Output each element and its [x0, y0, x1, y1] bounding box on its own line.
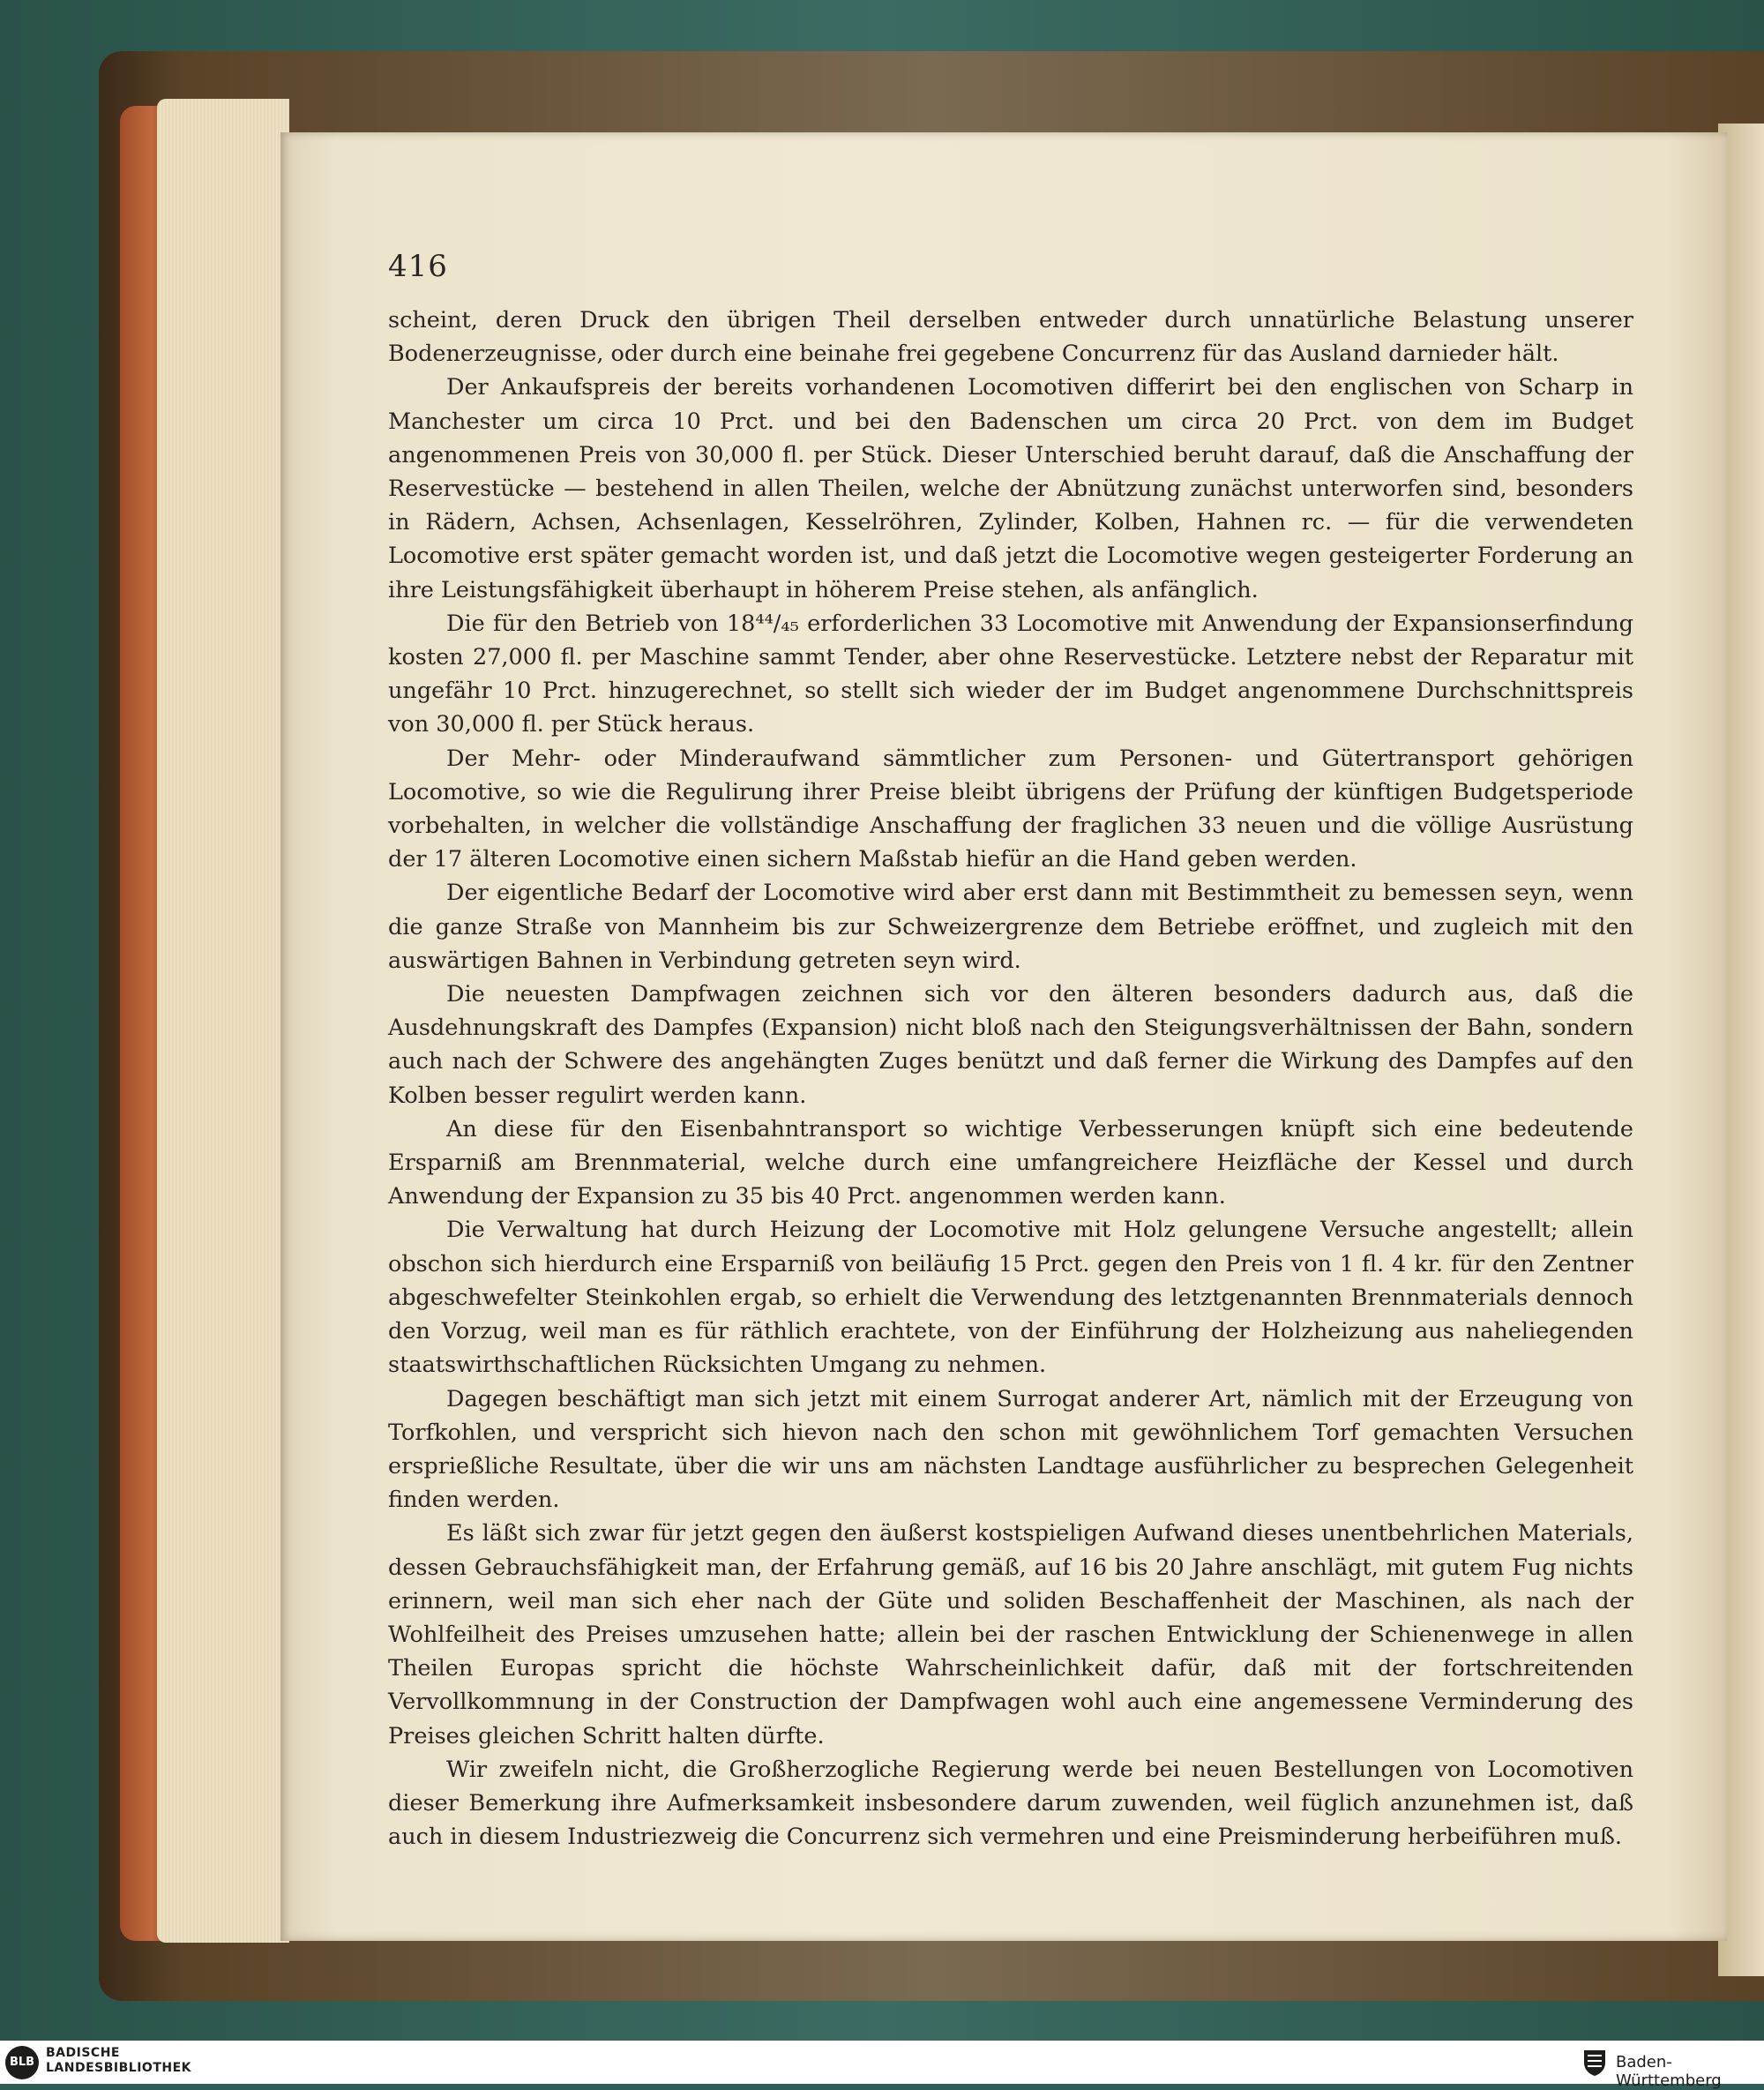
paragraph-4: Der Mehr- oder Minderaufwand sämmtlicher zum Personen- und Gütertransport gehörigen Locomotive, so wie die Regulirung ihrer Preise bleibt übrigens der Prüfung der künftigen Budgetsperiode vorbehalten, in welcher die vollständige Anschaffung der fraglichen 33 neuen und die völlige Ausrüstung der 17 älteren Locomotive einen sichern Maßstab hiefür an die Hand geben werden.	[388, 745, 1633, 873]
paragraph-6: Die neuesten Dampfwagen zeichnen sich vor den älteren besonders dadurch aus, daß die Ausdehnungskraft des Dampfes (Expansion) nicht bloß nach den Steigungsverhältnissen der Bahn, sondern auch nach der Schwere des angehängten Zuges benützt und daß ferner die Wirkung des Dampfes auf den Kolben besser regulirt werden kann.	[388, 981, 1633, 1109]
paragraph-1: scheint, deren Druck den übrigen Theil derselben entweder durch unnatürliche Belastung unserer Bodenerzeugnisse, oder durch eine beinahe frei gegebene Concurrenz für das Ausland darnieder hält.	[388, 307, 1633, 368]
state-coat-of-arms-icon	[1582, 2049, 1607, 2077]
library-name-line2: LANDESBIBLIOTHEK	[46, 2061, 192, 2075]
paragraph-11: Wir zweifeln nicht, die Großherzogliche Regierung werde bei neuen Bestellungen von Locomotiven dieser Bemerkung ihre Aufmerksamkeit insbesondere darum zuwenden, weil füglich anzunehmen ist, daß auch in diesem Industriezweig die Concurrenz sich vermehren und eine Preisminderung herbeiführen muß.	[388, 1756, 1633, 1851]
state-name: Baden-Württemberg	[1616, 2053, 1722, 2090]
paragraph-7: An diese für den Eisenbahntransport so wichtige Verbesserungen knüpft sich eine bedeutende Ersparniß am Brennmaterial, welche durch eine umfangreichere Heizfläche der Kessel und durch Anwendung der Expansion zu 35 bis 40 Prct. angenommen werden kann.	[388, 1115, 1633, 1210]
library-logo-icon[interactable]: BLB	[5, 2046, 39, 2079]
paragraph-9: Dagegen beschäftigt man sich jetzt mit einem Surrogat anderer Art, nämlich mit der Erzeugung von Torfkohlen, und verspricht sich hievon nach den schon mit gewöhnlichem Torf gemachten Versuchen ersprießliche Resultate, über die wir uns am nächsten Landtage ausführlicher zu besprechen Gelegenheit finden werden.	[388, 1385, 1633, 1514]
paragraph-3: Die für den Betrieb von 18⁴⁴/₄₅ erforderlichen 33 Locomotive mit Anwendung der Expansionserfindung kosten 27,000 fl. per Maschine sammt Tender, aber ohne Reservestücke. Letztere nebst der Reparatur mit ungefähr 10 Prct. hinzugerechnet, so stellt sich wieder der im Budget angenommene Durchschnittspreis von 30,000 fl. per Stück heraus.	[388, 610, 1633, 738]
paragraph-8: Die Verwaltung hat durch Heizung der Locomotive mit Holz gelungene Versuche angestellt; allein obschon sich hierdurch eine Ersparniß von beiläufig 15 Prct. gegen den Preis von 1 fl. 4 kr. für den Zentner abgeschwefelter Steinkohlen ergab, so erhielt die Verwendung des letztgenannten Brennmaterials dennoch den Vorzug, weil man es für räthlich erachtete, von der Einführung der Holzheizung aus naheliegenden staatswirthschaftlichen Rücksichten Umgang zu nehmen.	[388, 1217, 1633, 1379]
paragraph-10: Es läßt sich zwar für jetzt gegen den äußerst kostspieligen Aufwand dieses unentbehrlichen Materials, dessen Gebrauchsfähigkeit man, der Erfahrung gemäß, auf 16 bis 20 Jahre anschlägt, mit gutem Fug nichts erinnern, weil man sich eher nach der Güte und soliden Beschaffenheit der Maschinen, als nach der Wohlfeilheit des Preises umzusehen hatte; allein bei der raschen Entwicklung der Schienenwege in allen Theilen Europas spricht die höchste Wahrscheinlichkeit dafür, daß mit der fortschreitenden Vervollkommnung in der Construction der Dampfwagen wohl auch eine angemessene Verminderung des Preises gleichen Schritt halten dürfte.	[388, 1520, 1633, 1749]
library-name-line1: BADISCHE	[46, 2046, 120, 2060]
page-body	[388, 303, 1633, 1854]
paragraph-5: Der eigentliche Bedarf der Locomotive wird aber erst dann mit Bestimmtheit zu bemessen seyn, wenn die ganze Straße von Mannheim bis zur Schweizergrenze dem Betriebe eröffnet, und zugleich mit den auswärtigen Bahnen in Verbindung getreten seyn wird.	[388, 880, 1633, 974]
page-number: 416	[388, 249, 448, 284]
footer-bar	[0, 2041, 1764, 2090]
paragraph-2: Der Ankaufspreis der bereits vorhandenen Locomotiven differirt bei den englischen von Scharp in Manchester um circa 10 Prct. und bei den Badenschen um circa 20 Prct. von dem im Budget angenommenen Preis von 30,000 fl. per Stück. Dieser Unterschied beruht darauf, daß die Anschaffung der Reservestücke — bestehend in allen Theilen, welche der Abnützung zunächst unterworfen sind, besonders in Rädern, Achsen, Achsenlagen, Kesselröhren, Zylinder, Kolben, Hahnen rc. — für die verwendeten Locomotive erst später gemacht worden ist, und daß jetzt die Locomotive wegen gesteigerter Forderung an ihre Leistungsfähigkeit überhaupt in höherem Preise stehen, als anfänglich.	[388, 374, 1633, 603]
page-stack	[157, 99, 289, 1943]
library-name[interactable]	[46, 2046, 191, 2076]
